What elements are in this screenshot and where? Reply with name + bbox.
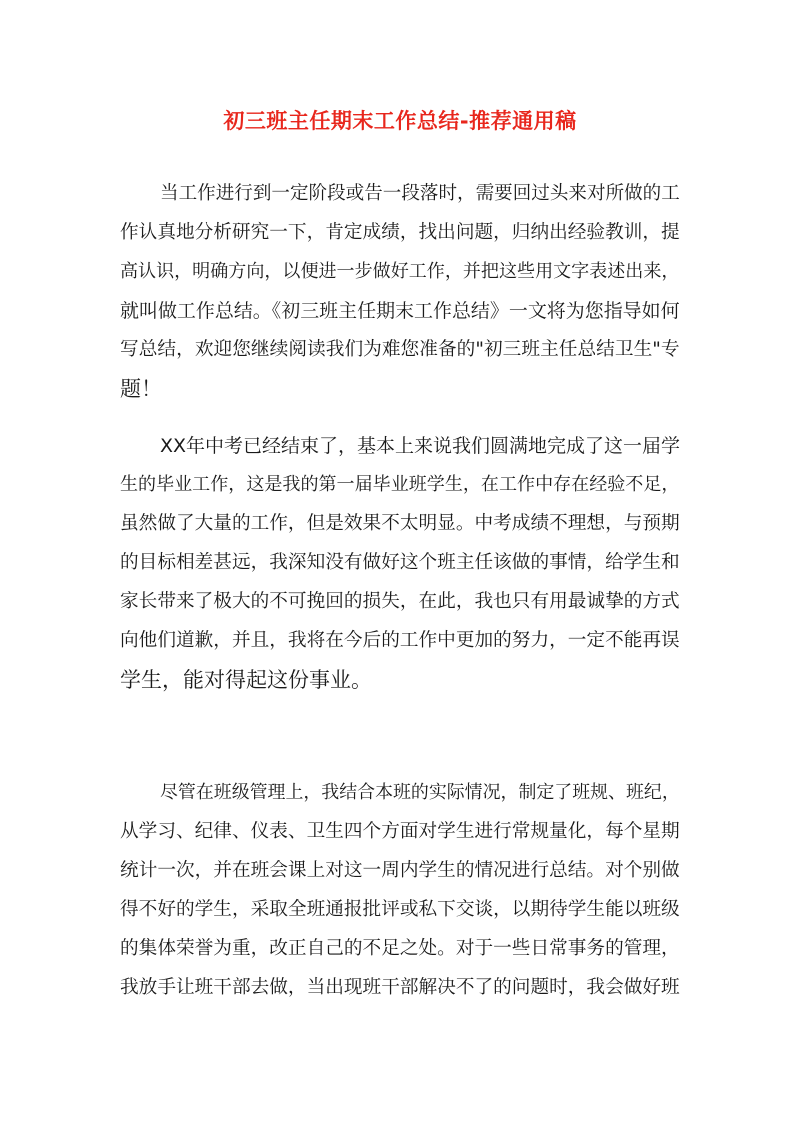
paragraph-line: 学生，能对得起这份事业。 — [120, 668, 372, 692]
paragraph-line: XX年中考已经结束了，基本上来说我们圆满地完成了这一届学 — [160, 435, 681, 457]
paragraph-line: 写总结，欢迎您继续阅读我们为难您准备的"初三班主任总结卫生"专 — [120, 339, 680, 360]
paragraph-line: 尽管在班级管理上，我结合本班的实际情况，制定了班规、班纪， — [160, 782, 680, 803]
paragraph-line: 高认识，明确方向，以便进一步做好工作，并把这些用文字表述出来， — [120, 261, 680, 282]
paragraph-line: 题！ — [120, 377, 162, 401]
paragraph-line: 的目标相差甚远，我深知没有做好这个班主任该做的事情，给学生和 — [120, 552, 680, 573]
paragraph-line: 向他们道歉，并且，我将在今后的工作中更加的努力，一定不能再误 — [120, 630, 680, 651]
paragraph-line: 就叫做工作总结。《初三班主任期末工作总结》一文将为您指导如何 — [120, 300, 680, 322]
paragraph-line: 生的毕业工作，这是我的第一届毕业班学生，在工作中存在经验不足， — [120, 474, 680, 495]
document-title: 初三班主任期末工作总结-推荐通用稿 — [223, 109, 577, 133]
paragraph-line: 虽然做了大量的工作，但是效果不太明显。中考成绩不理想，与预期 — [120, 513, 680, 534]
paragraph-line: 我放手让班干部去做，当出现班干部解决不了的问题时，我会做好班 — [120, 977, 680, 998]
paragraph-line: 统计一次，并在班会课上对这一周内学生的情况进行总结。对个别做 — [120, 860, 680, 881]
paragraph-line: 得不好的学生，采取全班通报批评或私下交谈，以期待学生能以班级 — [120, 899, 680, 920]
paragraph-line: 当工作进行到一定阶段或告一段落时，需要回过头来对所做的工 — [160, 183, 680, 204]
paragraph-line: 作认真地分析研究一下，肯定成绩，找出问题，归纳出经验教训，提 — [120, 222, 680, 243]
paragraph-line: 家长带来了极大的不可挽回的损失，在此，我也只有用最诚挚的方式 — [120, 591, 680, 612]
paragraph-line: 从学习、纪律、仪表、卫生四个方面对学生进行常规量化，每个星期 — [120, 821, 680, 842]
paragraph-line: 的集体荣誉为重，改正自己的不足之处。对于一些日常事务的管理， — [120, 938, 680, 959]
